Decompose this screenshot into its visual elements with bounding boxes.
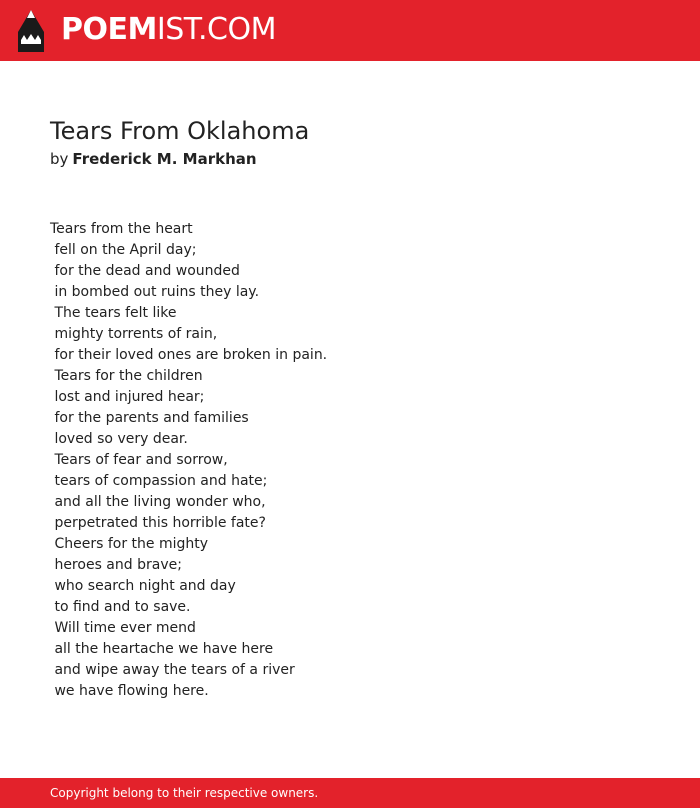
poem-line: and all the living wonder who, [50, 494, 266, 510]
copyright-text: Copyright belong to their respective owners. [50, 786, 319, 800]
logo-text-light: IST.COM [156, 12, 276, 47]
poem-title: Tears From Oklahoma [50, 117, 310, 145]
poem-line: The tears felt like [50, 305, 177, 321]
by-label: by [50, 150, 69, 168]
site-header [0, 0, 700, 61]
poem-line: Tears for the children [50, 368, 203, 384]
poem-line: Tears of fear and sorrow, [50, 452, 228, 468]
poem-body [50, 219, 327, 702]
poem-line: mighty torrents of rain, [50, 326, 218, 342]
poem-line: Cheers for the mighty [50, 536, 209, 552]
pencil-icon[interactable] [18, 10, 44, 52]
poem-line: all the heartache we have here [50, 641, 274, 657]
poem-line: tears of compassion and hate; [50, 473, 268, 489]
site-footer [0, 778, 700, 808]
poem-line: fell on the April day; [50, 242, 197, 258]
poem-line: heroes and brave; [50, 557, 182, 573]
logo-text-bold: POEM [61, 12, 157, 47]
poem-line: Tears from the heart [50, 221, 193, 237]
poem-byline [50, 150, 257, 168]
site-logo[interactable] [61, 13, 276, 47]
poem-line: who search night and day [50, 578, 236, 594]
poem-line: and wipe away the tears of a river [50, 662, 295, 678]
poem-line: to find and to save. [50, 599, 191, 615]
poem-line: loved so very dear. [50, 431, 188, 447]
poem-line: for their loved ones are broken in pain. [50, 347, 328, 363]
poem-line: perpetrated this horrible fate? [50, 515, 266, 531]
poem-line: for the dead and wounded [50, 263, 240, 279]
poem-line: Will time ever mend [50, 620, 196, 636]
poem-line: in bombed out ruins they lay. [50, 284, 260, 300]
poem-line: lost and injured hear; [50, 389, 205, 405]
poem-line: we have flowing here. [50, 683, 209, 699]
author-name: Frederick M. Markhan [72, 150, 257, 168]
poem-line: for the parents and families [50, 410, 249, 426]
